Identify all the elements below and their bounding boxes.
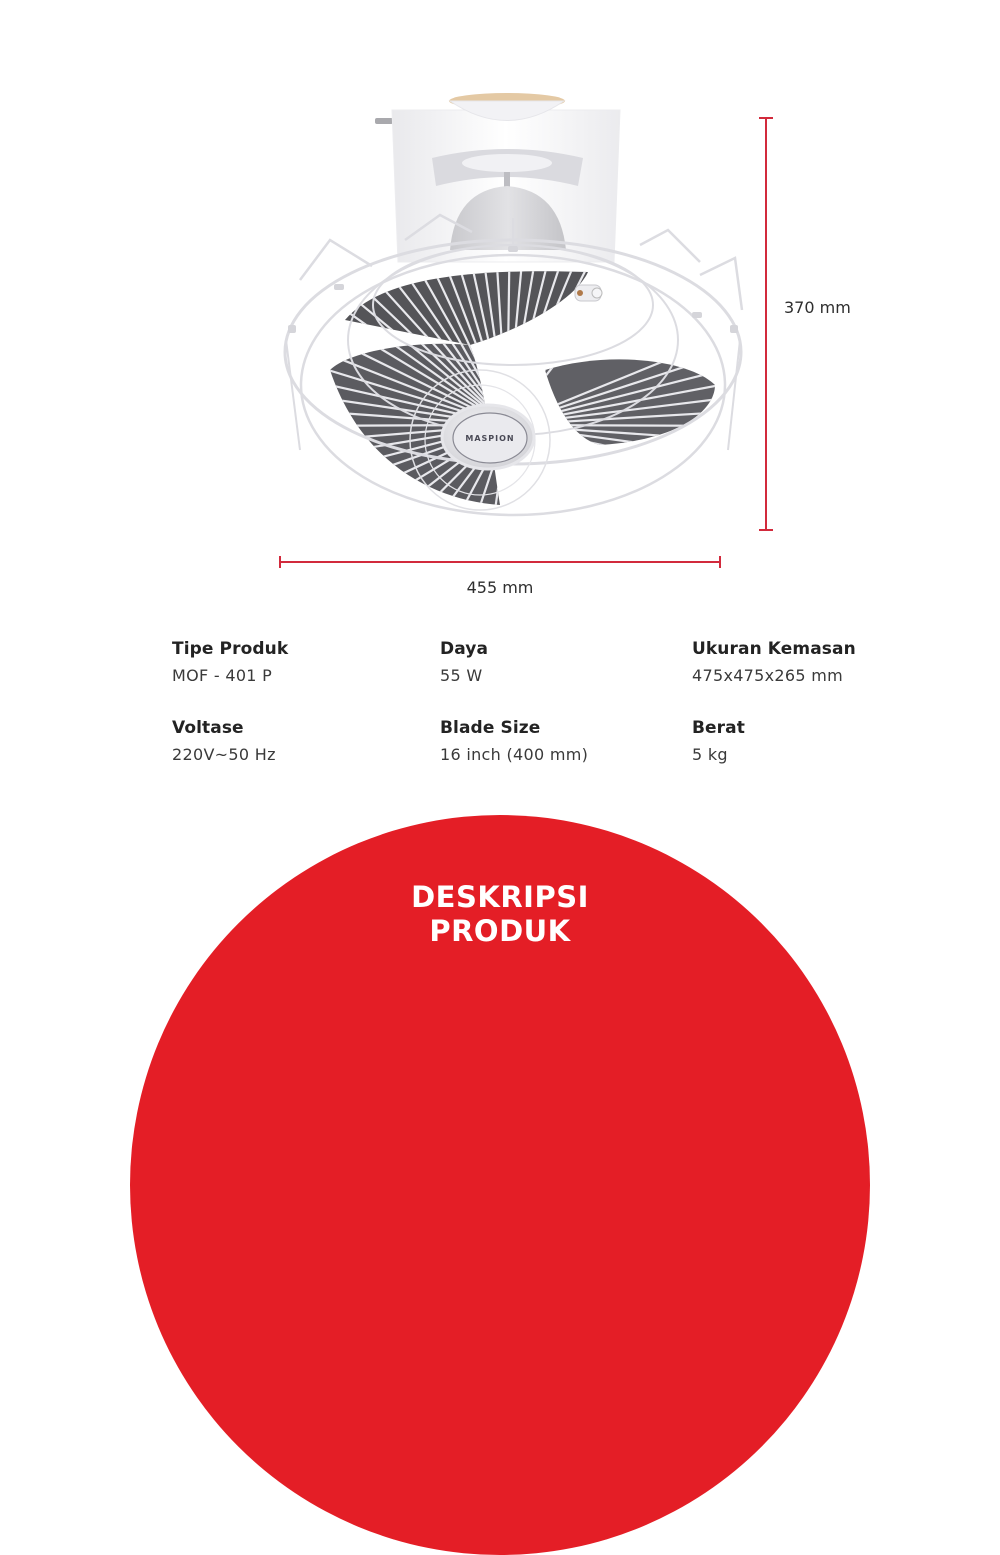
dimension-cap [719,556,721,568]
dimension-cap [279,556,281,568]
spec-value: 16 inch (400 mm) [440,745,589,764]
width-dimension-line [279,561,721,563]
spec-label: Blade Size [440,718,541,738]
spec-value: 220V~50 Hz [172,745,276,764]
width-dimension-label: 455 mm [466,578,534,597]
description-title-line2: PRODUK [429,914,571,948]
spec-label: Voltase [172,718,244,738]
spec-tipe-produk [172,638,288,687]
spec-value: 5 kg [692,745,728,764]
spec-label: Berat [692,718,745,738]
spec-daya [440,638,488,687]
spec-voltase [172,717,276,766]
product-image-orbit-fan [0,0,1000,560]
spec-label: Daya [440,639,489,659]
spec-label: Ukuran Kemasan [692,639,856,659]
spec-label: Tipe Produk [172,639,289,659]
spec-value: 55 W [440,666,483,685]
spec-blade-size [440,717,588,766]
description-section-title [0,880,1000,948]
spec-value: 475x475x265 mm [692,666,844,685]
description-title-line1: DESKRIPSI [411,880,589,914]
spec-ukuran-kemasan [692,638,856,687]
spec-value: MOF - 401 P [172,666,273,685]
height-dimension-line [765,117,767,531]
brand-logo: MASPION [465,434,515,443]
oscillation-motor [575,285,602,301]
dimension-cap [759,529,773,531]
dimension-cap [759,117,773,119]
height-dimension-label: 370 mm [784,298,851,317]
spec-berat [692,717,745,766]
